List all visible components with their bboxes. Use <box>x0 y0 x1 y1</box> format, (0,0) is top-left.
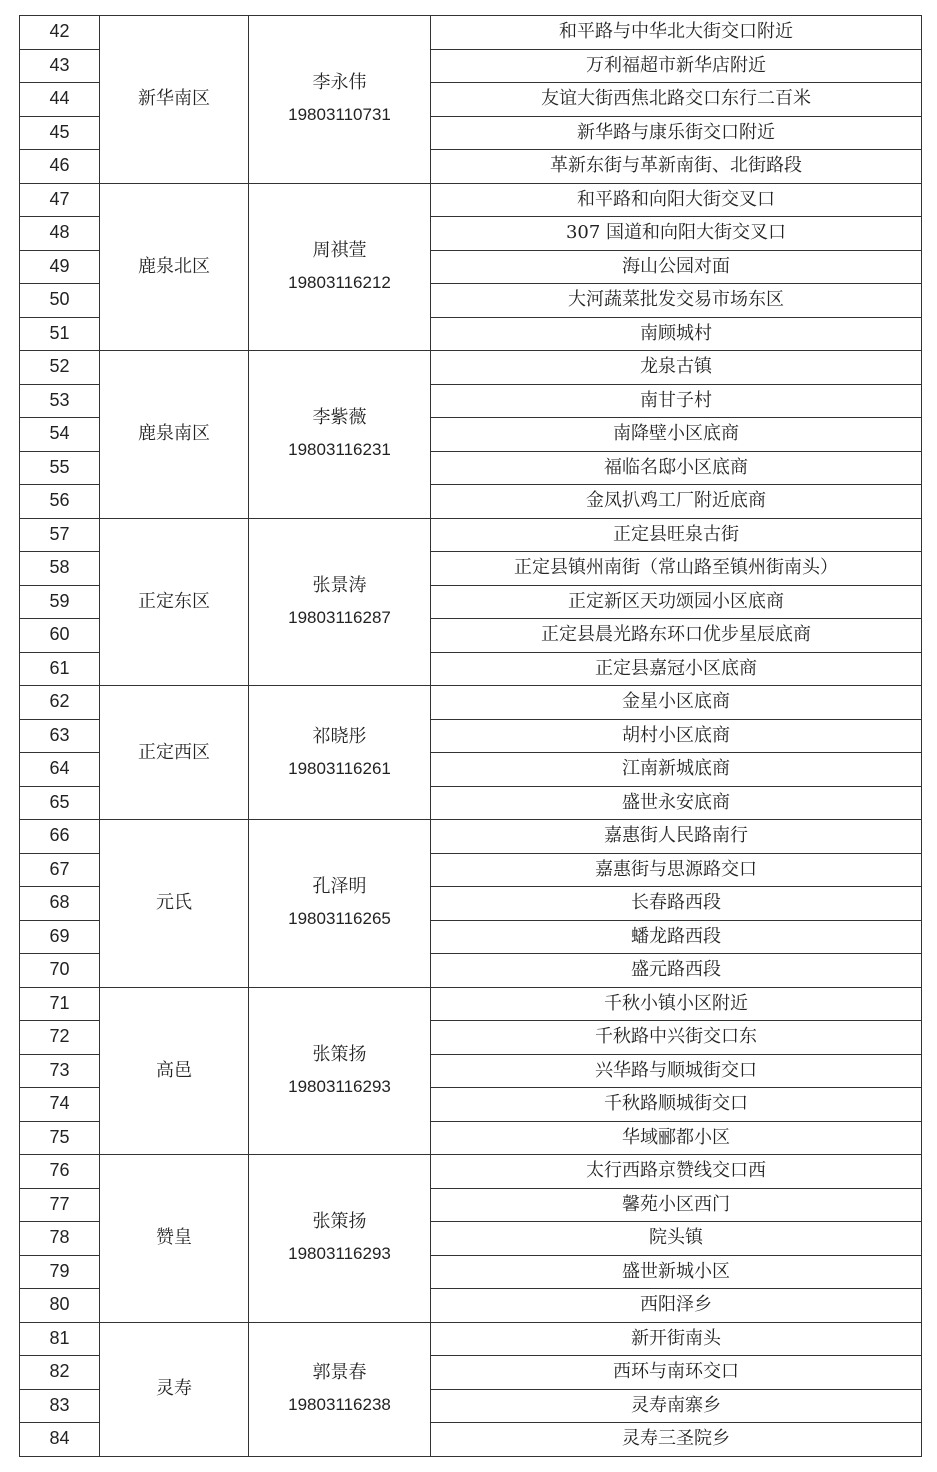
location-cell: 龙泉古镇 <box>431 351 922 385</box>
row-number: 45 <box>20 116 100 150</box>
contact-phone: 19803116293 <box>288 1244 391 1264</box>
row-number: 70 <box>20 954 100 988</box>
row-number: 43 <box>20 49 100 83</box>
location-cell: 万利福超市新华店附近 <box>431 49 922 83</box>
contact-cell <box>249 686 431 820</box>
contact-cell <box>249 518 431 686</box>
row-number: 84 <box>20 1423 100 1457</box>
location-cell: 嘉惠街与思源路交口 <box>431 853 922 887</box>
row-number: 51 <box>20 317 100 351</box>
row-number: 50 <box>20 284 100 318</box>
location-cell: 千秋小镇小区附近 <box>431 987 922 1021</box>
location-cell: 盛元路西段 <box>431 954 922 988</box>
row-number: 68 <box>20 887 100 921</box>
table-row <box>20 1322 922 1356</box>
location-cell: 南甘子村 <box>431 384 922 418</box>
contact-phone: 19803116293 <box>288 1076 391 1096</box>
location-cell: 正定县镇州南街（常山路至镇州街南头） <box>431 552 922 586</box>
location-cell: 灵寿南寨乡 <box>431 1389 922 1423</box>
row-number: 58 <box>20 552 100 586</box>
row-number: 53 <box>20 384 100 418</box>
contact-phone: 19803116238 <box>288 1395 391 1414</box>
table-row <box>20 686 922 720</box>
table-row <box>20 518 922 552</box>
location-cell: 正定县嘉冠小区底商 <box>431 652 922 686</box>
contact-name: 李永伟 <box>312 72 367 94</box>
location-cell: 海山公园对面 <box>431 250 922 284</box>
location-cell: 革新东街与革新南街、北街路段 <box>431 150 922 184</box>
location-cell: 西环与南环交口 <box>431 1356 922 1390</box>
area-cell: 鹿泉北区 <box>100 183 249 351</box>
table-row <box>20 987 922 1021</box>
contact-cell <box>249 183 431 351</box>
location-cell: 千秋路中兴街交口东 <box>431 1021 922 1055</box>
row-number: 69 <box>20 920 100 954</box>
row-number: 65 <box>20 786 100 820</box>
row-number: 61 <box>20 652 100 686</box>
row-number: 46 <box>20 150 100 184</box>
row-number: 60 <box>20 619 100 653</box>
location-cell: 南顾城村 <box>431 317 922 351</box>
contact-name: 周祺萱 <box>312 239 367 261</box>
contact-phone: 19803116231 <box>288 440 391 460</box>
contact-name: 张景涛 <box>312 574 367 596</box>
table-row <box>20 820 922 854</box>
row-number: 73 <box>20 1054 100 1088</box>
row-number: 57 <box>20 518 100 552</box>
location-cell: 金星小区底商 <box>431 686 922 720</box>
row-number: 59 <box>20 585 100 619</box>
location-cell: 正定县晨光路东环口优步星辰底商 <box>431 619 922 653</box>
location-cell: 福临名邸小区底商 <box>431 451 922 485</box>
row-number: 54 <box>20 418 100 452</box>
location-cell: 大河蔬菜批发交易市场东区 <box>431 284 922 318</box>
location-cell: 长春路西段 <box>431 887 922 921</box>
row-number: 78 <box>20 1222 100 1256</box>
location-cell: 太行西路京赞线交口西 <box>431 1155 922 1189</box>
location-cell: 友谊大街西焦北路交口东行二百米 <box>431 83 922 117</box>
row-number: 75 <box>20 1121 100 1155</box>
row-number: 74 <box>20 1088 100 1122</box>
location-cell: 胡村小区底商 <box>431 719 922 753</box>
location-cell: 正定县旺泉古街 <box>431 518 922 552</box>
location-cell: 盛世新城小区 <box>431 1255 922 1289</box>
table-row <box>20 1155 922 1189</box>
row-number: 83 <box>20 1389 100 1423</box>
contact-phone: 19803116265 <box>288 909 391 929</box>
contact-phone: 19803116212 <box>288 272 391 292</box>
area-cell: 新华南区 <box>100 16 249 184</box>
location-cell: 新开街南头 <box>431 1322 922 1356</box>
area-cell: 鹿泉南区 <box>100 351 249 519</box>
contact-cell <box>249 1322 431 1456</box>
row-number: 64 <box>20 753 100 787</box>
table-row <box>20 183 922 217</box>
contact-cell <box>249 820 431 988</box>
contact-name: 张策扬 <box>312 1043 367 1065</box>
row-number: 66 <box>20 820 100 854</box>
row-number: 63 <box>20 719 100 753</box>
row-number: 81 <box>20 1322 100 1356</box>
row-number: 44 <box>20 83 100 117</box>
contact-cell <box>249 351 431 519</box>
row-number: 48 <box>20 217 100 251</box>
contact-cell <box>249 987 431 1155</box>
location-cell: 院头镇 <box>431 1222 922 1256</box>
row-number: 79 <box>20 1255 100 1289</box>
location-cell: 兴华路与顺城街交口 <box>431 1054 922 1088</box>
location-cell: 华域郦都小区 <box>431 1121 922 1155</box>
area-cell: 灵寿 <box>100 1322 249 1456</box>
contact-phone: 19803116261 <box>288 758 391 778</box>
row-number: 67 <box>20 853 100 887</box>
location-cell: 和平路与中华北大街交口附近 <box>431 16 922 50</box>
row-number: 52 <box>20 351 100 385</box>
location-cell: 307 国道和向阳大街交叉口 <box>431 217 922 251</box>
row-number: 42 <box>20 16 100 50</box>
area-cell: 高邑 <box>100 987 249 1155</box>
area-cell: 正定西区 <box>100 686 249 820</box>
area-cell: 元氏 <box>100 820 249 988</box>
contact-phone: 19803110731 <box>288 105 391 125</box>
location-cell: 馨苑小区西门 <box>431 1188 922 1222</box>
table-row <box>20 351 922 385</box>
contact-name: 祁晓彤 <box>312 725 367 747</box>
row-number: 71 <box>20 987 100 1021</box>
row-number: 76 <box>20 1155 100 1189</box>
row-number: 80 <box>20 1289 100 1323</box>
contact-name: 张策扬 <box>312 1211 367 1233</box>
row-number: 49 <box>20 250 100 284</box>
location-cell: 西阳泽乡 <box>431 1289 922 1323</box>
row-number: 72 <box>20 1021 100 1055</box>
contact-phone: 19803116287 <box>288 607 391 627</box>
area-cell: 赞皇 <box>100 1155 249 1323</box>
row-number: 55 <box>20 451 100 485</box>
location-cell: 嘉惠街人民路南行 <box>431 820 922 854</box>
location-cell: 新华路与康乐街交口附近 <box>431 116 922 150</box>
contact-name: 李紫薇 <box>312 407 367 429</box>
row-number: 56 <box>20 485 100 519</box>
table-body <box>20 16 922 1457</box>
location-cell: 盛世永安底商 <box>431 786 922 820</box>
table-row <box>20 16 922 50</box>
contact-cell <box>249 16 431 184</box>
location-cell: 蟠龙路西段 <box>431 920 922 954</box>
row-number: 82 <box>20 1356 100 1390</box>
row-number: 62 <box>20 686 100 720</box>
location-cell: 和平路和向阳大街交叉口 <box>431 183 922 217</box>
location-cell: 千秋路顺城街交口 <box>431 1088 922 1122</box>
location-cell: 金凤扒鸡工厂附近底商 <box>431 485 922 519</box>
area-cell: 正定东区 <box>100 518 249 686</box>
location-cell: 南降壁小区底商 <box>431 418 922 452</box>
location-cell: 正定新区天功颂园小区底商 <box>431 585 922 619</box>
contact-name: 孔泽明 <box>312 876 367 898</box>
contact-name: 郭景春 <box>312 1362 367 1383</box>
row-number: 77 <box>20 1188 100 1222</box>
location-table <box>19 15 922 1457</box>
row-number: 47 <box>20 183 100 217</box>
contact-cell <box>249 1155 431 1323</box>
location-cell: 灵寿三圣院乡 <box>431 1423 922 1457</box>
location-cell: 江南新城底商 <box>431 753 922 787</box>
